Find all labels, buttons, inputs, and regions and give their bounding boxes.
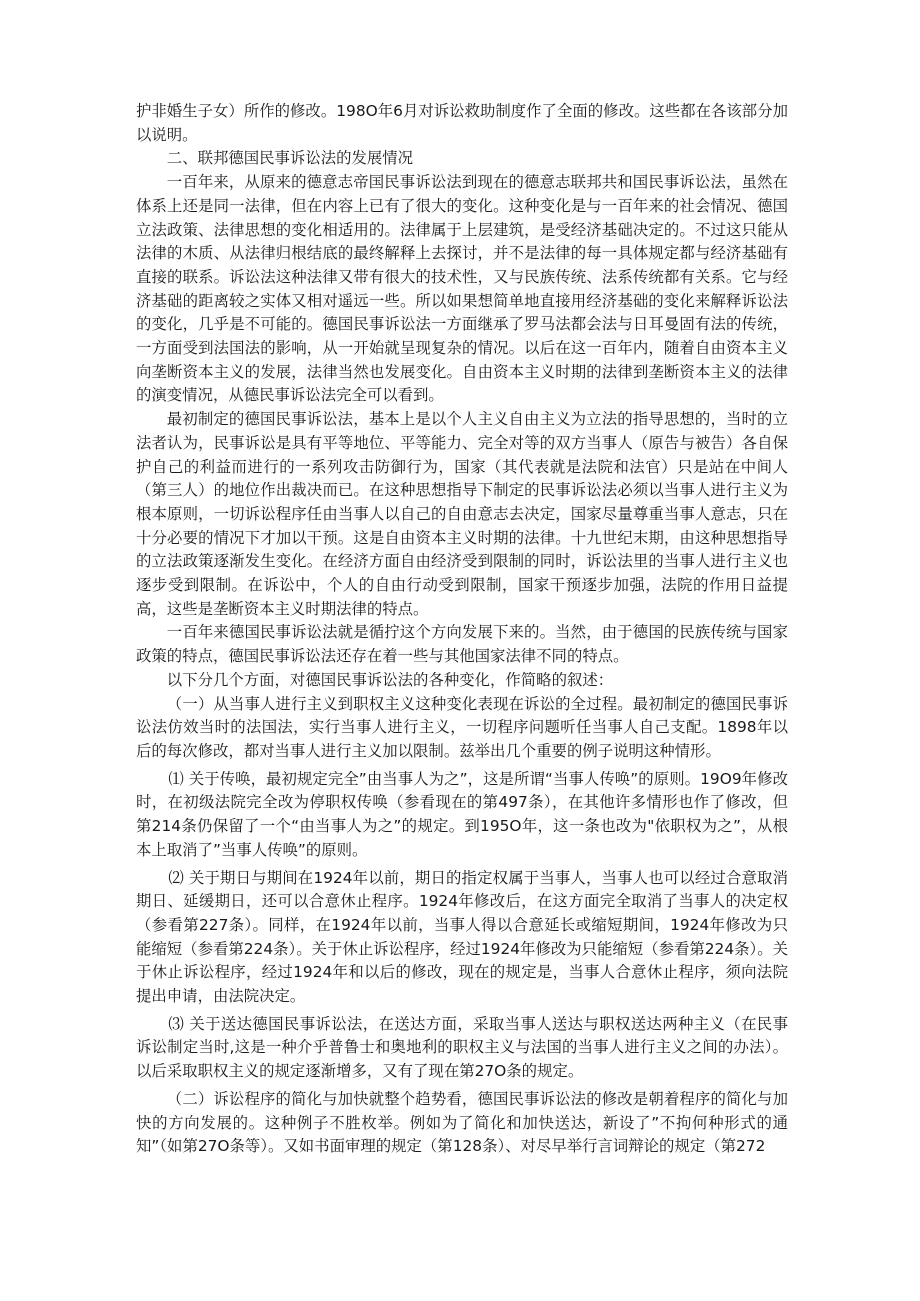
- document-body: [136, 100, 788, 1159]
- paragraph: 最初制定的德国民事诉讼法，基本上是以个人主义自由主义为立法的指导思想的，当时的立法者认为，民事诉讼是具有平等地位、平等能力、完全对等的双方当事人（原告与被告）各自保护自己的利益而进行的一系列攻击防御行为，国家（其代表就是法院和法官）只是站在中间人（第三人）的地位作出裁决而已。在这种思想指导下制定的民事诉讼法必须以当事人进行主义为根本原则，一切诉讼程序任由当事人以自己的自由意志去决定，国家尽量尊重当事人意志，只在十分必要的情况下才加以干预。这是自由资本主义时期的法律。十九世纪末期，由这种思想指导的立法政策逐渐发生变化。在经济方面自由经济受到限制的同时，诉讼法里的当事人进行主义也逐步受到限制。在诉讼中，个人的自由行动受到限制，国家干预逐步加强，法院的作用日益提高，这些是垄断资本主义时期法律的特点。: [136, 410, 788, 618]
- sub-item-paragraph: ⑶ 关于送达德国民事诉讼法，在送达方面，采取当事人送达与职权送达两种主义（在民事诉讼制定当时,这是一种介乎普鲁士和奥地利的职权主义与法国的当事人进行主义之间的办法）。以后采取职权主义的规定逐渐增多，又有了现在第27O条的规定。: [136, 1014, 788, 1081]
- paragraph: 一百年来德国民事诉讼法就是循拧这个方向发展下来的。当然，由于德国的民族传统与国家政策的特点，德国民事诉讼法还存在着一些与其他国家法律不同的特点。: [136, 623, 788, 666]
- section-heading: 二、联邦德国民事诉讼法的发展情况: [166, 149, 414, 168]
- sub-item-paragraph: ⑵ 关于期日与期间在1924年以前，期日的指定权属于当事人，当事人也可以经过合意取消期日、延缓期日，还可以合意休止程序。1924年修改后，在这方面完全取消了当事人的决定权（参看第227条）。同样，在1924年以前，当事人得以合意延长或缩短期间，1924年修改为只能缩短（参看第224条）。关于休止诉讼程序，经过1924年修改为只能缩短（参看第224条）。关于休止诉讼程序，经过1924年和以后的修改，现在的规定是，当事人合意休止程序，须向法院提出申请，由法院决定。: [136, 868, 788, 1006]
- sub-item-paragraph: ⑴ 关于传唤，最初规定完全”由当事人为之”，这是所谓“当事人传唤”的原则。19O9年修改时，在初级法院完全改为停职权传唤（参看现在的第497条），在其他许多情形也作了修改，但第214条仍保留了一个“由当事人为之”的规定。到195O年，这一条也改为"依职权为之”，从根本上取消了”当事人传唤”的原则。: [136, 769, 788, 859]
- paragraph: 以下分几个方面，对德国民事诉讼法的各种变化，作简略的叙述：: [166, 670, 614, 689]
- paragraph: （一）从当事人进行主义到职权主义这种变化表现在诉讼的全过程。最初制定的德国民事诉讼法仿效当时的法国法，实行当事人进行主义，一切程序问题听任当事人自己支配。1898年以后的每次修改，都对当事人进行主义加以限制。兹举出几个重要的例子说明这种情形。: [136, 694, 788, 760]
- paragraph-continuation: 护非婚生子女）所作的修改。198O年6月对诉讼救助制度作了全面的修改。这些都在各该部分加以说明。: [136, 102, 788, 144]
- paragraph: （二）诉讼程序的简化与加快就整个趋势看，德国民事诉讼法的修改是朝着程序的简化与加快的方向发展的。这种例子不胜枚举。例如为了简化和加快送达，新设了”不拘何种形式的通知”（如第27O条等）。又如书面审理的规定（第128条）、对尽早举行言词辩论的规定（第272: [136, 1089, 788, 1156]
- paragraph: 一百年来，从原来的德意志帝国民事诉讼法到现在的德意志联邦共和国民事诉讼法，虽然在体系上还是同一法律，但在内容上已有了很大的变化。这种变化是与一百年来的社会情况、德国立法政策、法律思想的变化相适用的。法律属于上层建筑，是受经济基础决定的。不过这只能从法律的木质、从法律归根结底的最终解释上去探讨，并不是法律的每一具体规定都与经济基础有直接的联系。诉讼法这种法律又带有很大的技术性，又与民族传统、法系传统都有关系。它与经济基础的距离较之实体又相对遥远一些。所以如果想简单地直接用经济基础的变化来解释诉讼法的变化，几乎是不可能的。德国民事诉讼法一方面继承了罗马法都会法与日耳曼固有法的传统，一方面受到法国法的影响，从一开始就呈现复杂的情况。以后在这一百年内，随着自由资本主义向垄断资本主义的发展，法律当然也发展变化。自由资本主义时期的法律到垄断资本主义的法律的演变情况，从德民事诉讼法完全可以看到。: [136, 173, 788, 405]
